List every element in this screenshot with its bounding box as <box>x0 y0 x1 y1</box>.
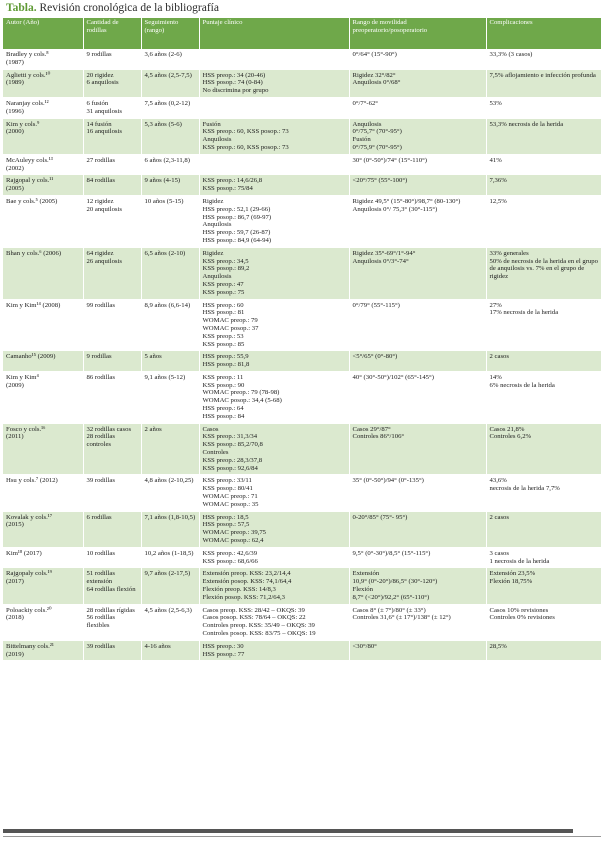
cell-clinical-score: Extensión preop. KSS: 23,2/14,4 Extensión posop. KSS: 74,1/64,4 Flexión preop. KSS: 14/8,3 Flexión posop. KSS: 71,2/64,3 <box>199 568 349 604</box>
cell-author: Kim y cols.⁹ (2000) <box>3 118 83 154</box>
table-row <box>3 371 601 423</box>
table-row <box>3 49 601 69</box>
cell-complications: 33% generales 50% de necrosis de la herida en el grupo de anquilosis vs. 7% en el grupo de rigidez <box>486 247 601 299</box>
cell-range-of-motion: Casos 8° (± 7°)/80° (± 33°) Controles 31,6° (± 17°)/138° (± 12°) <box>349 604 486 640</box>
cell-followup: 2 años <box>141 423 199 475</box>
cell-complications: Casos 10% revisiones Controles 0% revisiones <box>486 604 601 640</box>
cell-complications: 43,6% necrosis de la herida 7,7% <box>486 475 601 511</box>
cell-complications: 28,5% <box>486 640 601 661</box>
cell-clinical-score: Casos preop. KSS: 28/42 – OKQS: 39 Casos posop. KSS: 78/64 – OKQS: 22 Controles preop. KSS: 35/49 – OKQS: 39 Controles posop. KSS: 83/75 – OKQS: 19 <box>199 604 349 640</box>
cell-complications: 7,36% <box>486 175 601 196</box>
cell-author: Hsu y cols.⁷ (2012) <box>3 475 83 511</box>
cell-knees: 64 rigidez 26 anquilosis <box>83 247 141 299</box>
cell-complications: 27% 17% necrosis de la herida <box>486 299 601 351</box>
cell-range-of-motion: 0°/64° (15°-90°) <box>349 49 486 69</box>
cell-knees: 27 rodillas <box>83 154 141 175</box>
table-row <box>3 475 601 511</box>
table-row <box>3 97 601 118</box>
cell-author: Camanho¹⁵ (2009) <box>3 351 83 372</box>
cell-clinical-score: HSS preop.: 60 HSS posop.: 81 WOMAC preop.: 79 WOMAC posop.: 37 KSS preop.: 53 KSS posop.: 85 <box>199 299 349 351</box>
cell-author: Rajgopal y cols.¹¹ (2005) <box>3 175 83 196</box>
cell-clinical-score: HSS preop.: 55,9 HSS posop.: 81,8 <box>199 351 349 372</box>
cell-complications: 53% <box>486 97 601 118</box>
cell-followup: 10,2 años (1-18,5) <box>141 547 199 568</box>
table-header-row <box>3 18 601 49</box>
table-title-label: Tabla. <box>6 2 37 14</box>
header-complications: Complicaciones <box>486 18 601 49</box>
cell-clinical-score <box>199 49 349 69</box>
cell-author: Kim¹⁸ (2017) <box>3 547 83 568</box>
cell-followup: 9,1 años (5-12) <box>141 371 199 423</box>
cell-range-of-motion: 9,5° (0°-30°)/8,5° (15°-115°) <box>349 547 486 568</box>
table-row <box>3 511 601 547</box>
cell-knees: 12 rigidez 20 anquilosis <box>83 195 141 247</box>
cell-followup: 7,5 años (0,2-12) <box>141 97 199 118</box>
cell-author: Kim y Kim¹⁴ (2008) <box>3 299 83 351</box>
cell-followup: 3,6 años (2-6) <box>141 49 199 69</box>
cell-range-of-motion: Rigidez 35°-69°/1°-94° Anquilosis 0°/3°-74° <box>349 247 486 299</box>
cell-followup: 6,5 años (2-10) <box>141 247 199 299</box>
cell-followup: 4,5 años (2,5-6,3) <box>141 604 199 640</box>
cell-range-of-motion: Rigidez 32°/82° Anquilosis 0°/68° <box>349 69 486 97</box>
table-title <box>6 2 219 16</box>
cell-knees: 99 rodillas <box>83 299 141 351</box>
cell-complications: Extensión 23,5% Flexión 18,75% <box>486 568 601 604</box>
cell-followup: 6 años (2,3-11,8) <box>141 154 199 175</box>
cell-followup: 5,3 años (5-6) <box>141 118 199 154</box>
table-row <box>3 640 601 661</box>
header-author: Autor (Año) <box>3 18 83 49</box>
cell-followup: 4,5 años (2,5-7,5) <box>141 69 199 97</box>
footer-bar <box>3 829 573 833</box>
cell-followup: 9,7 años (2-17,5) <box>141 568 199 604</box>
cell-knees: 6 fusión 31 anquilosis <box>83 97 141 118</box>
cell-range-of-motion: 40° (30°-50°)/102° (65°-145°) <box>349 371 486 423</box>
cell-range-of-motion: <20°/75° (55°-100°) <box>349 175 486 196</box>
cell-clinical-score: Rigidez HSS preop.: 52,1 (29-66) HSS posop.: 86,7 (69-97) Anquilosis HSS preop.: 59,7 (26-87) HSS posop.: 84,9 (64-94) <box>199 195 349 247</box>
cell-complications: 2 casos <box>486 351 601 372</box>
cell-knees: 51 rodillas extensión 64 rodillas flexión <box>83 568 141 604</box>
header-knees: Cantidad de rodillas <box>83 18 141 49</box>
cell-knees: 9 rodillas <box>83 351 141 372</box>
cell-range-of-motion: Anquilosis 0°/75,7° (70°-95°) Fusión 0°/75,9° (70°-95°) <box>349 118 486 154</box>
header-followup: Seguimiento (rango) <box>141 18 199 49</box>
cell-followup: 7,1 años (1,8-10,5) <box>141 511 199 547</box>
table-row <box>3 69 601 97</box>
cell-author: Aglietti y cols.¹⁰ (1989) <box>3 69 83 97</box>
cell-author: Naranjay cols.¹² (1996) <box>3 97 83 118</box>
cell-range-of-motion: Casos 29°/87° Controles 86°/106° <box>349 423 486 475</box>
table-row <box>3 195 601 247</box>
header-range-of-motion: Rango de movilidad preoperatorio/posoperatorio <box>349 18 486 49</box>
cell-complications: 14% 6% necrosis de la herida <box>486 371 601 423</box>
cell-knees: 39 rodillas <box>83 475 141 511</box>
table-row <box>3 247 601 299</box>
cell-knees: 39 rodillas <box>83 640 141 661</box>
cell-followup: 5 años <box>141 351 199 372</box>
cell-knees: 28 rodillas rígidas 56 rodillas flexibles <box>83 604 141 640</box>
cell-author: Bhan y cols.⁶ (2006) <box>3 247 83 299</box>
table-row <box>3 154 601 175</box>
cell-followup: 4-16 años <box>141 640 199 661</box>
cell-followup: 4,8 años (2-10,25) <box>141 475 199 511</box>
cell-clinical-score: KSS preop.: 11 KSS posop.: 90 WOMAC preop.: 79 (78-98) WOMAC posop.: 34,4 (5-68) HSS preop.: 64 HSS posop.: 84 <box>199 371 349 423</box>
footer-line <box>3 836 601 837</box>
table-title-text: Revisión cronológica de la bibliografía <box>39 2 219 14</box>
table-row <box>3 423 601 475</box>
cell-knees: 14 fusión 16 anquilosis <box>83 118 141 154</box>
cell-clinical-score: KSS preop.: 14,6/26,8 KSS posop.: 75/84 <box>199 175 349 196</box>
cell-author: Bittelmany cols.²¹ (2019) <box>3 640 83 661</box>
cell-author: Bradley y cols.⁸ (1987) <box>3 49 83 69</box>
cell-complications: 33,3% (3 casos) <box>486 49 601 69</box>
cell-knees: 9 rodillas <box>83 49 141 69</box>
table-row <box>3 351 601 372</box>
cell-complications: 53,3% necrosis de la herida <box>486 118 601 154</box>
cell-clinical-score: Rigidez KSS preop.: 34,5 KSS posop.: 89,2 Anquilosis KSS preop.: 47 KSS posop.: 75 <box>199 247 349 299</box>
cell-clinical-score: KSS preop.: 42,6/39 KSS posop.: 68,6/66 <box>199 547 349 568</box>
cell-clinical-score: HSS preop.: 18,5 HSS posop.: 57,5 WOMAC preop.: 39,75 WOMAC posop.: 62,4 <box>199 511 349 547</box>
table-row <box>3 175 601 196</box>
cell-range-of-motion: Rigidez 49,5° (15°-80°)/98,7° (80-130°) Anquilosis 0°/ 75,3° (30°-115°) <box>349 195 486 247</box>
table-row <box>3 118 601 154</box>
cell-range-of-motion: 0°/79° (55°-115°) <box>349 299 486 351</box>
table-row <box>3 568 601 604</box>
cell-range-of-motion: Extensión 10,9° (0°-20°)/86,5° (30°-120°) Flexión 8,7° (<20°)/92,2° (65°-110°) <box>349 568 486 604</box>
cell-knees: 86 rodillas <box>83 371 141 423</box>
cell-author: Poloackiy cols.²⁰ (2018) <box>3 604 83 640</box>
cell-clinical-score <box>199 154 349 175</box>
cell-range-of-motion: <30°/80° <box>349 640 486 661</box>
cell-complications: 3 casos 1 necrosis de la herida <box>486 547 601 568</box>
cell-author: Bae y cols.⁵ (2005) <box>3 195 83 247</box>
cell-range-of-motion: 35° (0°-50°)/94° (0°-135°) <box>349 475 486 511</box>
cell-clinical-score: Fusión KSS preop.: 60, KSS posop.: 73 Anquilosis KSS preop.: 60, KSS posop.: 73 <box>199 118 349 154</box>
cell-author: Kovalak y cols.¹⁷ (2015) <box>3 511 83 547</box>
cell-range-of-motion: <5°/65° (0°-80°) <box>349 351 486 372</box>
review-table <box>3 18 601 661</box>
cell-clinical-score: HSS preop.: 30 HSS posop.: 77 <box>199 640 349 661</box>
cell-knees: 84 rodillas <box>83 175 141 196</box>
cell-author: McAuleyy cols.¹³ (2002) <box>3 154 83 175</box>
cell-complications: Casos 21,8% Controles 6,2% <box>486 423 601 475</box>
cell-clinical-score <box>199 97 349 118</box>
cell-knees: 6 rodillas <box>83 511 141 547</box>
cell-followup: 9 años (4-15) <box>141 175 199 196</box>
cell-knees: 32 rodillas casos 28 rodillas controles <box>83 423 141 475</box>
cell-clinical-score: HSS preop.: 34 (20-46) HSS posop.: 74 (0-84) No discrimina por grupo <box>199 69 349 97</box>
cell-complications: 2 casos <box>486 511 601 547</box>
table-row <box>3 604 601 640</box>
cell-complications: 41% <box>486 154 601 175</box>
cell-followup: 10 años (5-15) <box>141 195 199 247</box>
header-clinical-score: Puntaje clínico <box>199 18 349 49</box>
cell-author: Kim y Kim⁴ (2009) <box>3 371 83 423</box>
cell-knees: 20 rigidez 6 anquilosis <box>83 69 141 97</box>
table-row <box>3 299 601 351</box>
table-row <box>3 547 601 568</box>
cell-range-of-motion: 0-20°/85° (75°- 95°) <box>349 511 486 547</box>
cell-author: Rajgopaly cols.¹⁹ (2017) <box>3 568 83 604</box>
cell-complications: 7,5% aflojamiento e infección profunda <box>486 69 601 97</box>
cell-range-of-motion: 0°/7°-62° <box>349 97 486 118</box>
cell-knees: 10 rodillas <box>83 547 141 568</box>
cell-clinical-score: Casos KSS preop.: 31,3/34 KSS posop.: 85,2/70,8 Controles KSS preop.: 28,3/37,8 KSS posop.: 92,6/84 <box>199 423 349 475</box>
cell-range-of-motion: 30° (0°-50°)/74° (15°-110°) <box>349 154 486 175</box>
cell-followup: 8,9 años (6,6-14) <box>141 299 199 351</box>
cell-clinical-score: KSS preop.: 33/11 KSS posop.: 80/41 WOMAC preop.: 71 WOMAC posop.: 35 <box>199 475 349 511</box>
cell-complications: 12,5% <box>486 195 601 247</box>
cell-author: Fosco y cols.¹⁶ (2011) <box>3 423 83 475</box>
